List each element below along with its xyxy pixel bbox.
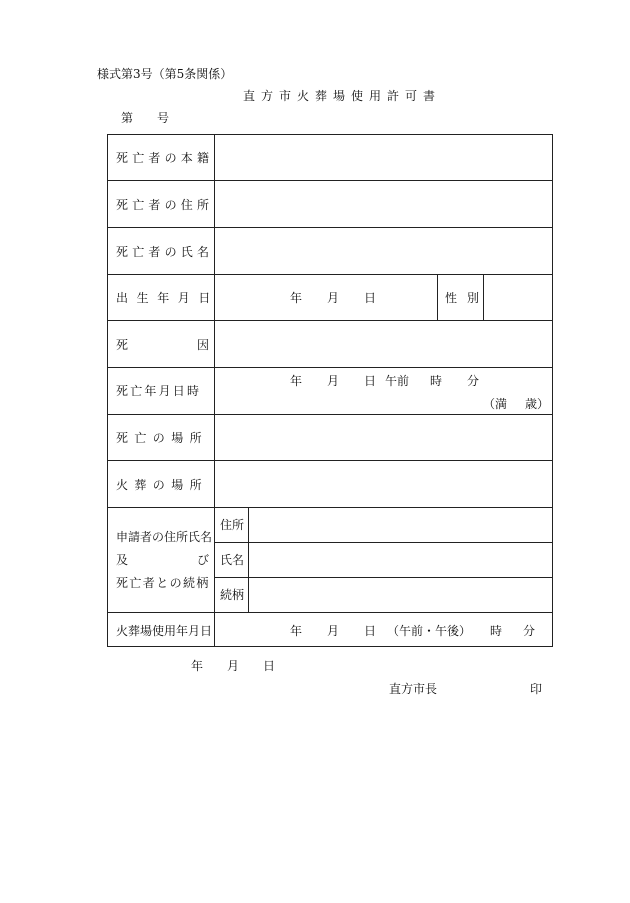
- label-name: 死亡者の氏名: [116, 245, 214, 259]
- use-ampm-unit: （午前・午後）: [387, 624, 472, 638]
- label-applicant-name: 氏名: [220, 553, 245, 567]
- use-month-unit: 月: [327, 624, 340, 638]
- issue-day-unit: 日: [263, 659, 276, 673]
- label-death-place: 死亡の場所: [116, 431, 209, 445]
- label-sex: 性別: [445, 291, 490, 305]
- label-applicant-line1: 申請者の住所氏名: [116, 530, 213, 544]
- label-applicant-line3: 死亡者との続柄: [116, 576, 210, 590]
- label-honseki: 死亡者の本籍: [116, 151, 214, 165]
- label-applicant-and-2: び: [197, 553, 210, 567]
- permit-number-prefix: 第: [121, 111, 134, 125]
- death-hour-unit: 時: [430, 374, 443, 388]
- death-day-unit: 日: [364, 374, 377, 388]
- birth-day-unit: 日: [364, 291, 377, 305]
- mayor-title: 直方市長: [389, 682, 438, 696]
- use-hour-unit: 時: [490, 624, 503, 638]
- seal-mark: 印: [530, 682, 543, 696]
- label-applicant-relation: 続柄: [220, 588, 245, 602]
- label-cause-1: 死: [116, 338, 129, 352]
- issue-month-unit: 月: [227, 659, 240, 673]
- death-month-unit: 月: [327, 374, 340, 388]
- issue-year-unit: 年: [191, 659, 204, 673]
- age-open: （満: [483, 397, 508, 411]
- death-year-unit: 年: [290, 374, 303, 388]
- label-use-date: 火葬場使用年月日: [116, 624, 213, 638]
- label-death-datetime: 死亡年月日時: [116, 384, 202, 398]
- form-number: 様式第3号（第5条関係）: [97, 67, 233, 81]
- label-applicant-address: 住所: [220, 518, 245, 532]
- use-year-unit: 年: [290, 624, 303, 638]
- death-minute-unit: 分: [467, 374, 480, 388]
- birth-year-unit: 年: [290, 291, 303, 305]
- page-title: 直方市火葬場使用許可書: [243, 89, 442, 103]
- label-applicant-and-1: 及: [116, 553, 129, 567]
- label-address: 死亡者の住所: [116, 198, 214, 212]
- label-cremation-place: 火葬の場所: [116, 478, 209, 492]
- use-minute-unit: 分: [523, 624, 536, 638]
- permit-number-suffix: 号: [157, 111, 170, 125]
- use-day-unit: 日: [364, 624, 377, 638]
- birth-month-unit: 月: [327, 291, 340, 305]
- age-close: 歳）: [525, 397, 550, 411]
- label-birth-date: 出生年月日: [116, 291, 220, 305]
- label-cause-2: 因: [197, 338, 210, 352]
- death-gozen-unit: 午前: [385, 374, 410, 388]
